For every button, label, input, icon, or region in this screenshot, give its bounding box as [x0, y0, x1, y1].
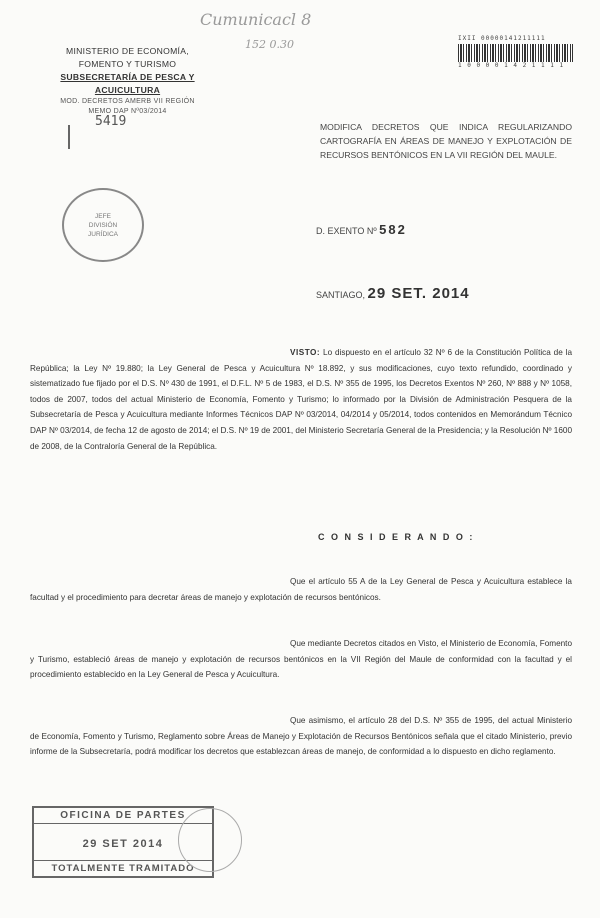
barcode-bars — [458, 44, 573, 62]
date-value: 29 SET. 2014 — [367, 285, 470, 302]
barcode-digits: 1 0 0 0 0 1 4 2 1 1 1 1 — [458, 62, 565, 69]
considerando-item: Que mediante Decretos citados en Visto, el Ministerio de Economía, Fomento y Turismo, estableció áreas de manejo y explotación de recursos bentónicos en la VII Región del Maule de conformidad con la facultad y el procedimiento establecido en la Ley General de Pesca y Acuicultura. — [30, 639, 573, 680]
stamp-date: 29 SET 2014 — [82, 838, 164, 850]
seal-line-2: DIVISIÓN — [88, 221, 118, 229]
visto-paragraph — [30, 345, 572, 454]
seal-line-3: JURÍDICA — [88, 230, 118, 238]
city-label: SANTIAGO, — [316, 290, 366, 300]
stamp-status: TOTALMENTE TRAMITADO — [34, 860, 212, 876]
ministry-header — [30, 45, 225, 117]
seal-line-1: JEFE — [95, 212, 111, 220]
visto-label: VISTO: — [290, 348, 321, 357]
reference-line-2: MEMO DAP Nº03/2014 — [88, 108, 167, 115]
exento-label: D. EXENTO Nº — [316, 226, 377, 236]
decree-summary: MODIFICA DECRETOS QUE INDICA REGULARIZANDO CARTOGRAFÍA EN ÁREAS DE MANEJO Y EXPLOTACIÓN DE RECURSOS BENTÓNICOS EN LA VII REGIÓN DEL MAULE. — [320, 122, 572, 160]
decree-date — [316, 285, 470, 302]
handwritten-annotation-2: 152 0.30 — [245, 38, 294, 51]
barcode — [458, 35, 573, 69]
subsecretaria-title: SUBSECRETARÍA DE PESCA Y ACUICULTURA — [60, 72, 195, 95]
ministry-line-1: MINISTERIO DE ECONOMÍA, — [66, 46, 189, 56]
handwritten-number: 5419 — [95, 114, 127, 129]
considerando-heading: C O N S I D E R A N D O : — [318, 532, 475, 542]
barcode-code: IXII 00000141211111 — [458, 35, 546, 42]
margin-mark — [68, 125, 70, 149]
round-stamp — [178, 808, 242, 872]
ministry-line-2: FOMENTO Y TURISMO — [78, 59, 177, 69]
visto-text: Lo dispuesto en el artículo 32 Nº 6 de la Constitución Política de la República; la Ley Nº 19.880; la Ley General de Pesca y Acuicultura Nº 18.892, y sus modificaciones, cuyo texto refundido, coordinado y sistematizado fue fijado por el D.S. Nº 430 de 1991, el D.F.L. Nº 5 de 1983, el D.S. Nº 355 de 1995, los Decretos Exentos Nº 260, Nº 888 y Nº 1058, todos de 2007, todos del actual Ministerio de Economía, Fomento y Turismo; lo informado por la División de Administración Pesquera de la Subsecretaría de Pesca y Acuicultura mediante Informes Técnicos DAP Nº 03/2014, 04/2014 y 05/2014, todos contenidos en Memorándum Técnico DAP Nº 03/2014, de fecha 12 de agosto de 2014; el D.S. Nº 19 de 2001, del Ministerio Secretaría General de la Presidencia; y la Resolución Nº 1600 de 2008, de la Contraloría General de la República. — [30, 348, 573, 451]
exento-number: 582 — [379, 222, 407, 237]
considerando-item: Que asimismo, el artículo 28 del D.S. Nº 355 de 1995, del actual Ministerio de Economía, Fomento y Turismo, Reglamento sobre Áreas de Manejo y Explotación de Recursos Bentónicos señala que el citado Ministerio, previo informe de la Subsecretaría, podrá modificar los decretos que establezcan áreas de manejo, de conformidad a lo dispuesto en dicho reglamento. — [30, 716, 572, 757]
juridica-seal — [62, 188, 144, 262]
considerando-item: Que el artículo 55 A de la Ley General de Pesca y Acuicultura establece la facultad y el procedimiento para decretar áreas de manejo y explotación de recursos bentónicos. — [30, 577, 572, 602]
handwritten-annotation: Cumunicacl 8 — [200, 10, 312, 29]
reference-line-1: MOD. DECRETOS AMERB VII REGIÓN — [60, 98, 195, 105]
decree-number — [316, 222, 407, 237]
stamp-title: OFICINA DE PARTES — [34, 808, 212, 824]
